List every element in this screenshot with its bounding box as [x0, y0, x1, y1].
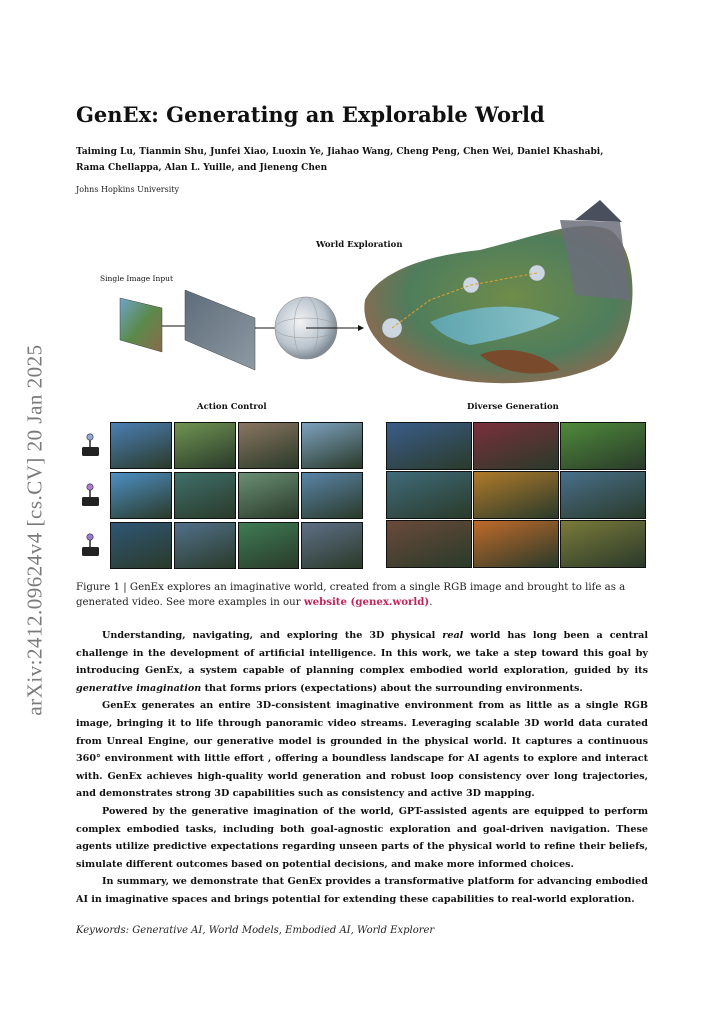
abstract-p1-part-c: that forms priors (expectations) about the surrounding environments.	[201, 682, 583, 694]
action-control-frame-tile	[238, 422, 300, 469]
input-image	[120, 298, 162, 352]
abstract-p1-emphasis-real: real	[442, 630, 464, 641]
action-control-frame-tile	[110, 422, 172, 469]
action-control-frame-tile	[238, 522, 300, 569]
abstract-paragraph-1	[76, 627, 648, 697]
joystick-icon-2	[82, 484, 99, 506]
panorama-image	[185, 290, 255, 370]
abstract	[76, 627, 648, 909]
action-control-grid	[110, 422, 363, 569]
diverse-generation-frame-tile	[386, 471, 472, 519]
keywords: Keywords: Generative AI, World Models, Embodied AI, World Explorer	[76, 925, 435, 936]
figure-caption	[76, 580, 648, 610]
label-diverse-generation: Diverse Generation	[467, 402, 559, 412]
joystick-icon-1	[82, 434, 99, 456]
diverse-generation-frame-tile	[386, 422, 472, 470]
arrow-head	[358, 325, 364, 331]
action-control-frame-tile	[238, 472, 300, 519]
abstract-p1-emphasis-generative: generative imagination	[76, 682, 202, 694]
diverse-generation-frame-tile	[473, 471, 559, 519]
diverse-generation-grid	[386, 422, 646, 568]
abstract-paragraph-4: In summary, we demonstrate that GenEx provides a transformative platform for advancing embodied AI in imaginative spaces and brings potential for extending these capabilities to real-world exploration.	[76, 876, 648, 905]
diverse-generation-frame-tile	[560, 471, 646, 519]
action-control-frame-tile	[110, 522, 172, 569]
action-control-frame-tile	[174, 522, 236, 569]
action-control-frame-tile	[301, 522, 363, 569]
caption-text: Figure 1 | GenEx explores an imaginative world, created from a single RGB image and brought to life as a generated video. See more examples in our	[76, 582, 626, 608]
affiliation: Johns Hopkins University	[76, 185, 180, 194]
abstract-paragraph-2: GenEx generates an entire 3D-consistent imaginative environment from as little as a single RGB image, bringing it to life through panoramic video streams. Leveraging scalable 3D world data curated from Unreal Engine, our generative model is grounded in the physical world. It captures a continuous 360° environment with little effort , offering a boundless landscape for AI agents to explore and interact with. GenEx achieves high-quality world generation and robust loop consistency over long trajectories, and demonstrates strong 3D capabilities such as consistency and active 3D mapping.	[76, 700, 648, 800]
website-link[interactable]: website (genex.world)	[303, 596, 430, 608]
diverse-generation-frame-tile	[473, 520, 559, 568]
action-control-frame-tile	[301, 422, 363, 469]
diverse-generation-frame-tile	[386, 520, 472, 568]
action-control-frame-tile	[110, 472, 172, 519]
arxiv-identifier-text: arXiv:2412.09624v4 [cs.CV] 20 Jan 2025	[22, 344, 47, 716]
author-line-2: Rama Chellappa, Alan L. Yuille, and Jieneng Chen	[76, 163, 328, 173]
diverse-generation-frame-tile	[560, 422, 646, 470]
caption-suffix: .	[429, 597, 433, 608]
label-world-exploration: World Exploration	[316, 240, 403, 250]
action-control-frame-tile	[174, 472, 236, 519]
joystick-icon-3	[82, 534, 99, 556]
diverse-generation-frame-tile	[473, 422, 559, 470]
action-control-frame-tile	[301, 472, 363, 519]
abstract-paragraph-3: Powered by the generative imagination of the world, GPT-assisted agents are equipped to perform complex embodied tasks, including both goal-agnostic exploration and goal-driven navigation. These agents utilize predictive expectations regarding unseen parts of the physical world to refine their beliefs, simulate different outcomes based on potential decisions, and make more informed choices.	[76, 805, 648, 870]
diverse-generation-frame-tile	[560, 520, 646, 568]
abstract-p1-part-a: Understanding, navigating, and exploring the 3D physical	[102, 630, 443, 641]
label-action-control: Action Control	[197, 402, 267, 412]
action-control-frame-tile	[174, 422, 236, 469]
author-line-1: Taiming Lu, Tianmin Shu, Junfei Xiao, Luoxin Ye, Jiahao Wang, Cheng Peng, Chen Wei, Daniel Khashabi,	[76, 147, 604, 157]
abstract-p1-part-b: world has long been a central challenge in the development of artificial intelligence. In this work, we take a step toward this goal by introducing GenEx, a system capable of planning complex embodied world exploration, guided by its	[76, 630, 648, 677]
paper-title: GenEx: Generating an Explorable World	[76, 102, 545, 127]
label-single-image-input: Single Image Input	[100, 274, 173, 283]
